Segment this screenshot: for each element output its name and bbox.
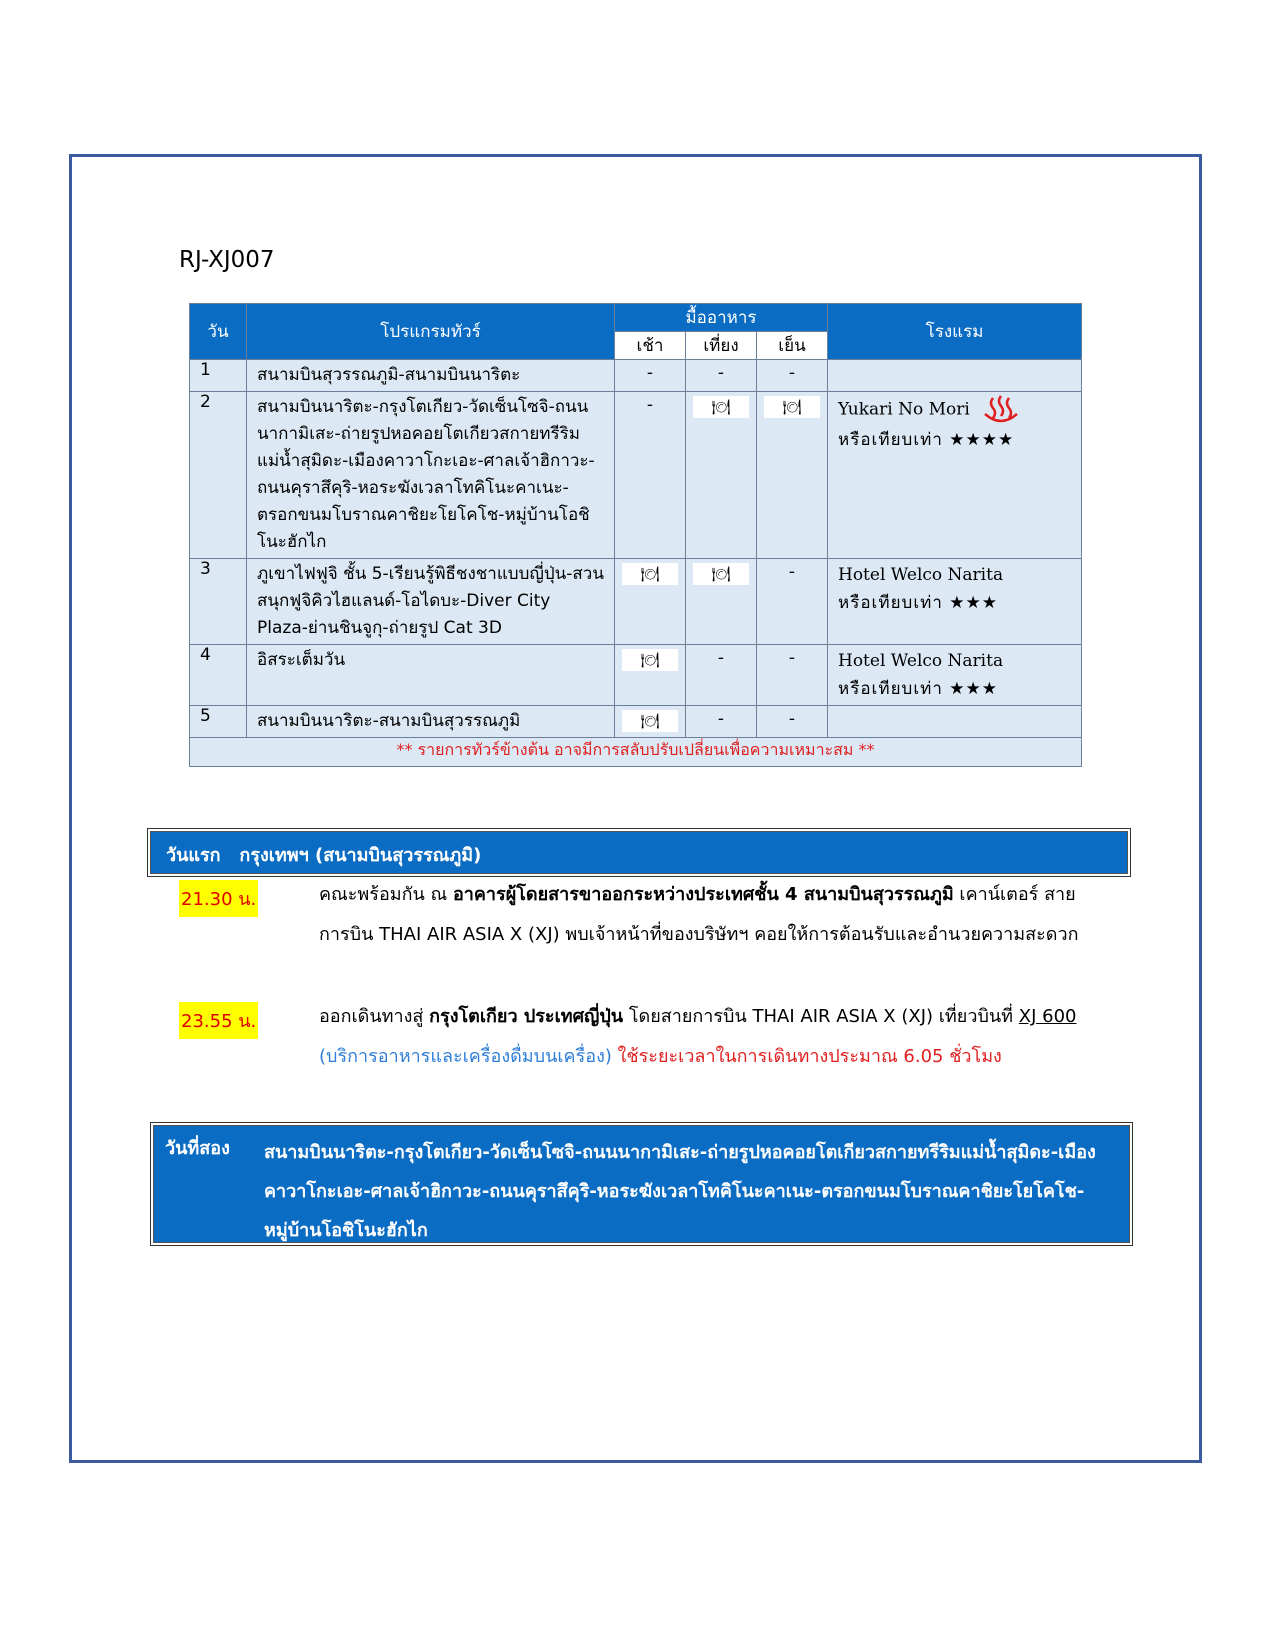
day1-item-2-text: ออกเดินทางสู่ กรุงโตเกียว ประเทศญี่ปุ่น โดยสายการบิน THAI AIR ASIA X (XJ) เที่ยวบินที่ XJ 600 (บริการอาหารและเครื่องดื่มบนเครื่อง) ใช้ระยะเวลาในการเดินทางประมาณ 6.05 ชั่วโมง (319, 1006, 1077, 1067)
meal-none: - (646, 363, 654, 383)
row-day: 4 (190, 645, 247, 706)
day2-label: วันที่สอง (165, 1138, 230, 1159)
row-program: ภูเขาไฟฟูจิ ชั้น 5-เรียนรู้พิธีชงชาแบบญี่ปุ่น-สวนสนุกฟูจิคิวไฮแลนด์-โอไดบะ-Diver City Plaza-ย่านชินจูกุ-ถ่ายรูป Cat 3D (247, 559, 615, 645)
day1-header (147, 828, 1131, 877)
hotel-name: Yukari No Mori (838, 399, 970, 420)
plate-cutlery-icon: 🍽 (622, 649, 678, 671)
row-day: 1 (190, 360, 247, 392)
row-day: 5 (190, 706, 247, 738)
table-row (190, 706, 1082, 738)
tour-code: RJ-XJ007 (179, 247, 275, 273)
table-row (190, 559, 1082, 645)
plate-cutlery-icon: 🍽 (764, 396, 820, 418)
meal-none: - (788, 648, 796, 668)
header-program: โปรแกรมทัวร์ (247, 304, 615, 360)
day1-item-1-text: คณะพร้อมกัน ณ อาคารผู้โดยสารขาออกระหว่างประเทศชั้น 4 สนามบินสุวรรณภูมิ เคาน์เตอร์ สายการบิน THAI AIR ASIA X (XJ) พบเจ้าหน้าที่ของบริษัทฯ คอยให้การต้อนรับและอำนวยความสะดวก (319, 884, 1079, 945)
meal-none: - (788, 562, 796, 582)
table-row (190, 392, 1082, 559)
table-row (190, 645, 1082, 706)
hot-spring-icon (981, 394, 1021, 426)
itinerary-summary-table (189, 303, 1082, 767)
table-row (190, 360, 1082, 392)
hotel-rating: หรือเทียบเท่า ★★★★ (838, 430, 1015, 450)
hotel-rating: หรือเทียบเท่า ★★★ (838, 593, 999, 613)
meal-none: - (717, 363, 725, 383)
plate-cutlery-icon: 🍽 (622, 710, 678, 732)
row-program: อิสระเต็มวัน (247, 645, 615, 706)
day2-title: สนามบินนาริตะ-กรุงโตเกียว-วัดเซ็นโซจิ-ถนนนากามิเสะ-ถ่ายรูปหอคอยโตเกียวสกายทรีริมแม่น้ำสุมิดะ-เมืองคาวาโกะเอะ-ศาลเจ้าฮิกาวะ-ถนนคุราสึคุริ-หอระฆังเวลาโทคิโนะคาเนะ-ตรอกขนมโบราณคาชิยะโยโคโช-หมู่บ้านโอชิโนะฮักไก (264, 1142, 1096, 1241)
flight-number: XJ 600 (1018, 1006, 1077, 1027)
row-program: สนามบินสุวรรณภูมิ-สนามบินนาริตะ (247, 360, 615, 392)
in-flight-service: (บริการอาหารและเครื่องดื่มบนเครื่อง) (319, 1046, 612, 1067)
hotel-name: Hotel Welco Narita (838, 651, 1004, 671)
header-meals: มื้ออาหาร (615, 304, 828, 332)
plate-cutlery-icon: 🍽 (693, 396, 749, 418)
day2-header (150, 1122, 1133, 1246)
header-dinner: เย็น (757, 332, 828, 360)
header-day: วัน (190, 304, 247, 360)
row-hotel (828, 360, 1082, 392)
row-day: 2 (190, 392, 247, 559)
header-hotel: โรงแรม (828, 304, 1082, 360)
header-lunch: เที่ยง (686, 332, 757, 360)
hotel-rating: หรือเทียบเท่า ★★★ (838, 679, 999, 699)
row-hotel (828, 706, 1082, 738)
meal-none: - (788, 363, 796, 383)
meal-none: - (646, 395, 654, 415)
meal-none: - (788, 709, 796, 729)
plate-cutlery-icon: 🍽 (693, 563, 749, 585)
time-badge: 23.55 น. (179, 1002, 258, 1039)
header-breakfast: เช้า (615, 332, 686, 360)
table-note: ** รายการทัวร์ข้างต้น อาจมีการสลับปรับเปลี่ยนเพื่อความเหมาะสม ** (190, 738, 1082, 767)
hotel-name: Hotel Welco Narita (838, 565, 1004, 585)
plate-cutlery-icon: 🍽 (622, 563, 678, 585)
meal-none: - (717, 648, 725, 668)
time-badge: 21.30 น. (179, 880, 258, 917)
row-program: สนามบินนาริตะ-กรุงโตเกียว-วัดเซ็นโซจิ-ถนนนากามิเสะ-ถ่ายรูปหอคอยโตเกียวสกายทรีริมแม่น้ำสุมิดะ-เมืองคาวาโกะเอะ-ศาลเจ้าฮิกาวะ-ถนนคุราสึคุริ-หอระฆังเวลาโทคิโนะคาเนะ-ตรอกขนมโบราณคาชิยะโยโคโช-หมู่บ้านโอชิโนะฮักไก (247, 392, 615, 559)
row-day: 3 (190, 559, 247, 645)
meal-none: - (717, 709, 725, 729)
day1-header-text: วันแรก กรุงเทพฯ (สนามบินสุวรรณภูมิ) (166, 845, 482, 866)
flight-duration: ใช้ระยะเวลาในการเดินทางประมาณ 6.05 ชั่วโมง (611, 1046, 1002, 1067)
row-program: สนามบินนาริตะ-สนามบินสุวรรณภูมิ (247, 706, 615, 738)
